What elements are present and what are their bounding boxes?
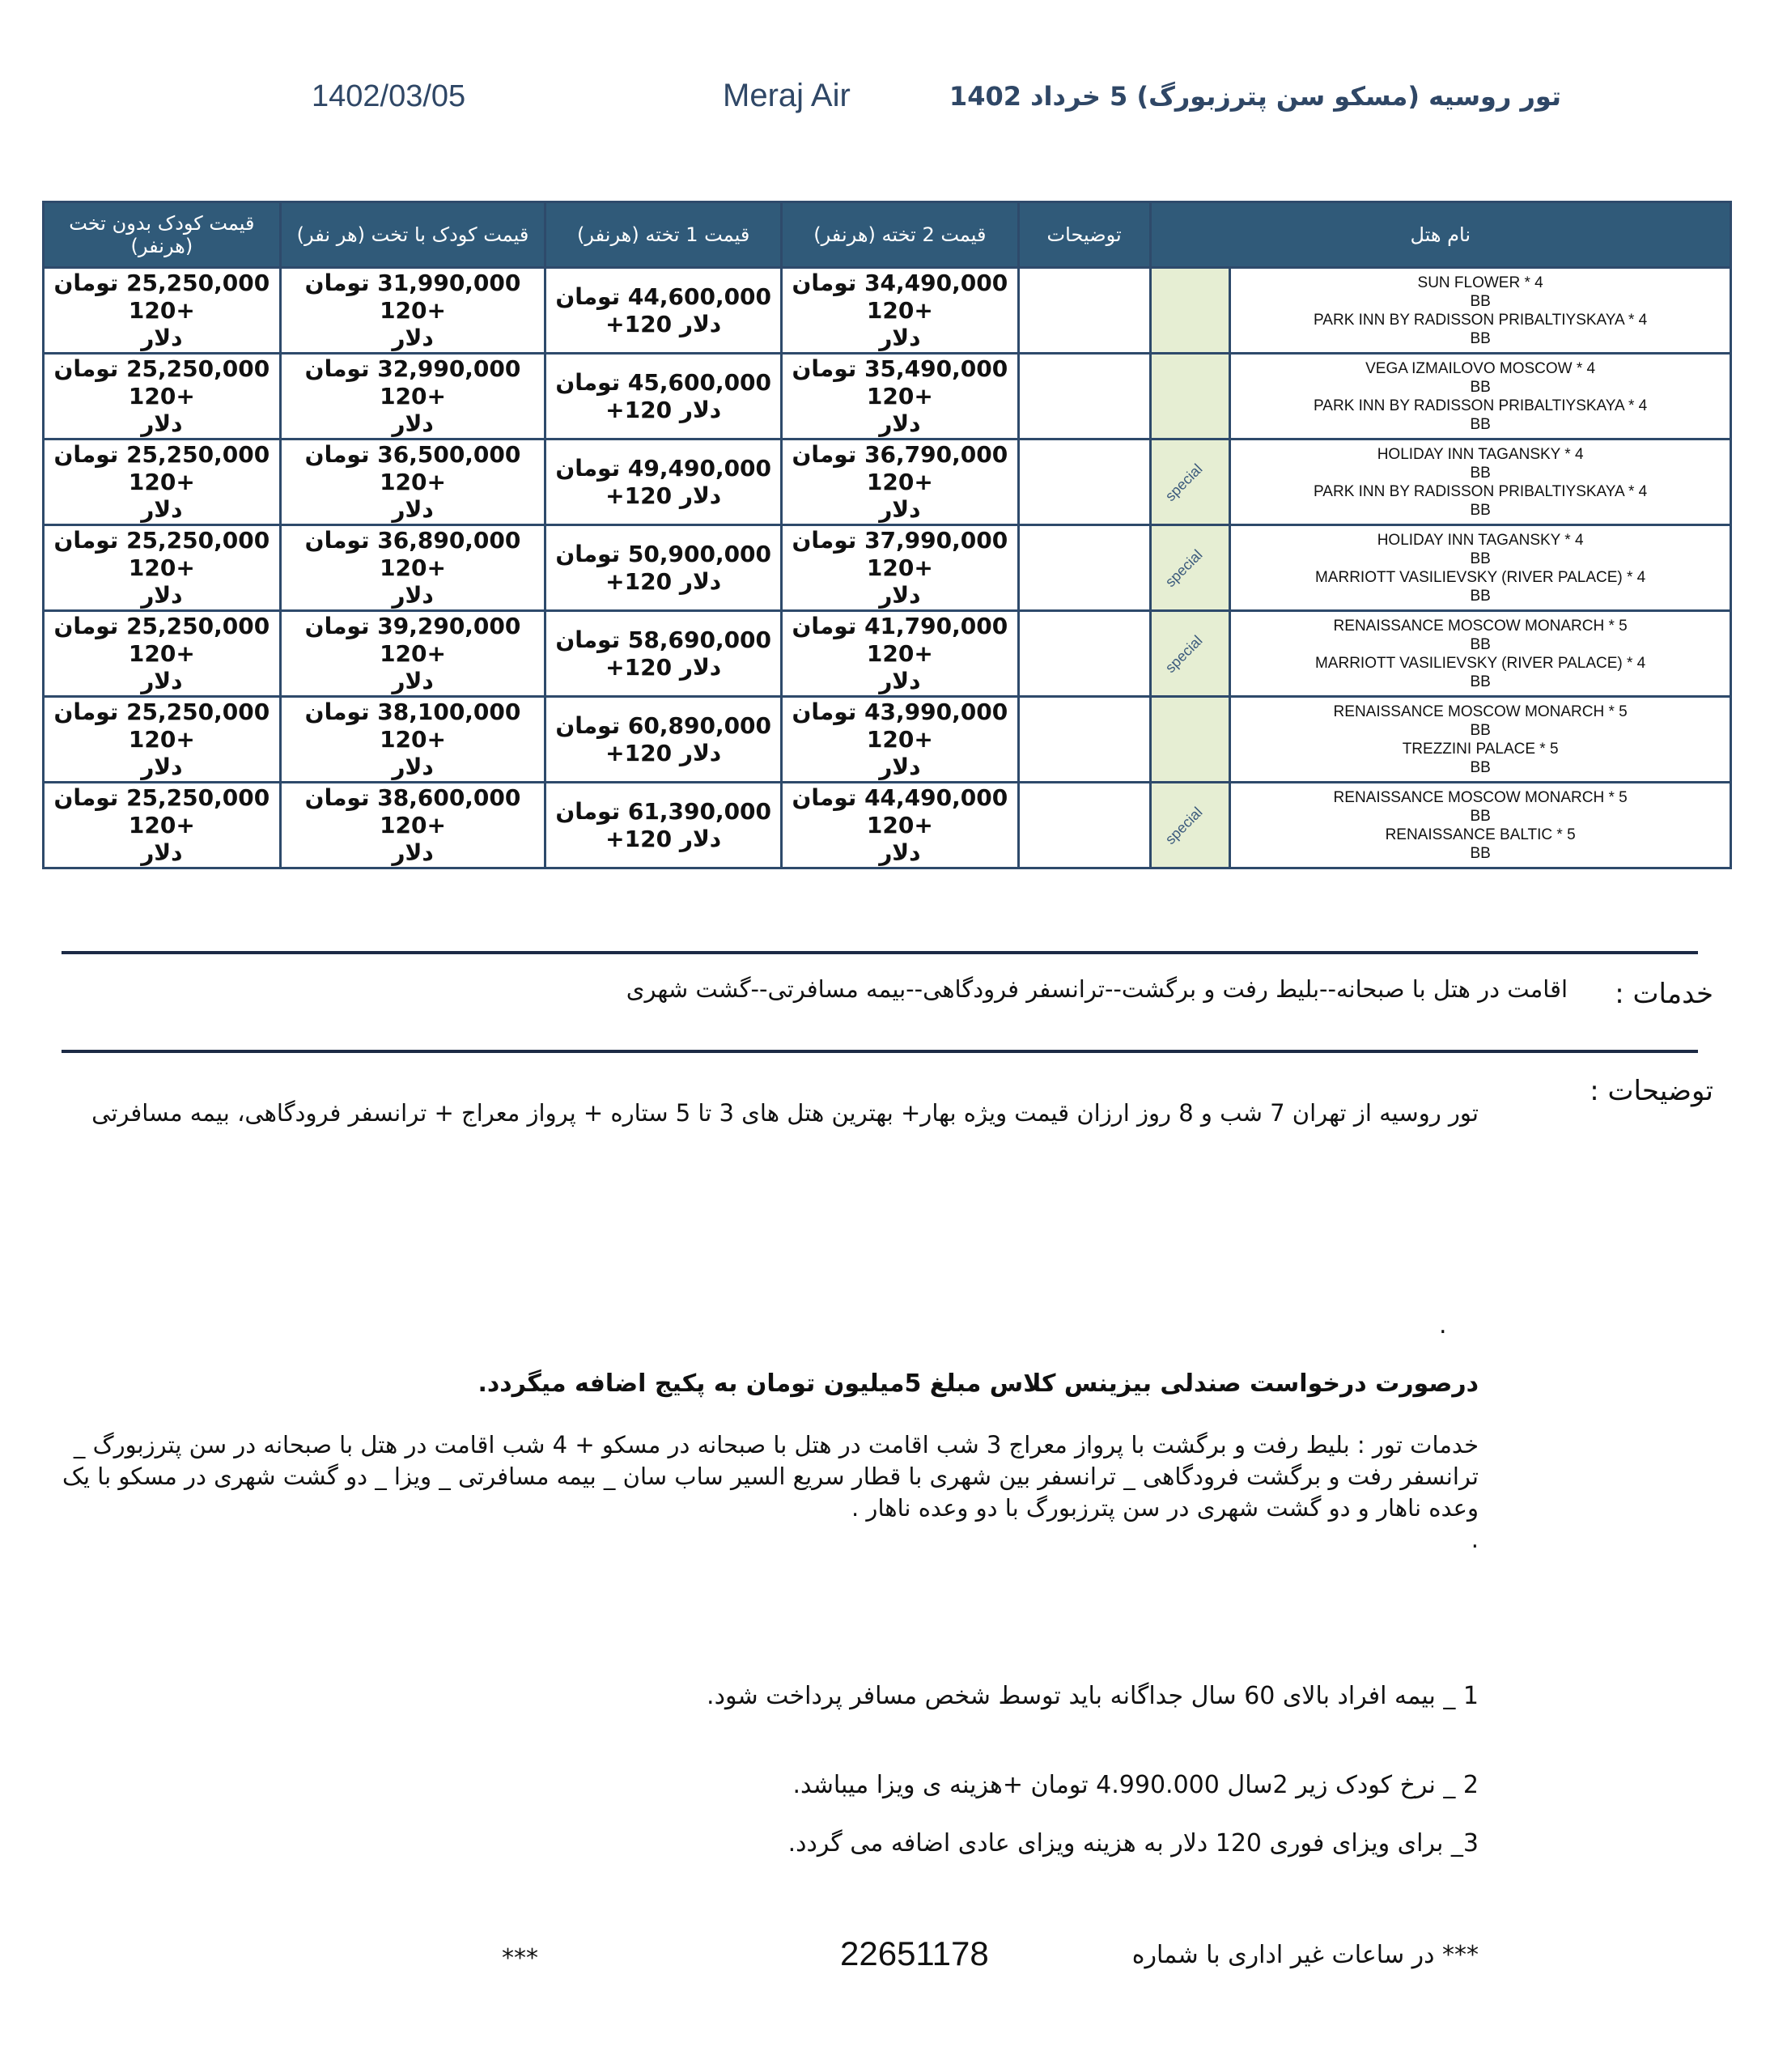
badge-cell (1150, 697, 1230, 783)
badge-cell (1150, 783, 1230, 868)
divider-bottom (62, 1050, 1698, 1053)
hotel-name-cell (1230, 268, 1731, 354)
child-nobed-price-cell: 25,250,000 تومان +120 دلار (44, 525, 281, 611)
board-basis: BB (1470, 329, 1491, 347)
badge-cell (1150, 525, 1230, 611)
header-hotel-name: نام هتل (1150, 202, 1730, 268)
description-cell (1018, 439, 1150, 525)
child-nobed-price-cell: 25,250,000 تومان +120 دلار (44, 611, 281, 697)
single-price-cell: 49,490,000 تومان دلار 120+ (545, 439, 782, 525)
hotel-name-cell (1230, 783, 1731, 868)
table-row (44, 439, 1731, 525)
board-basis: BB (1470, 378, 1491, 396)
hotel-moscow: RENAISSANCE MOSCOW MONARCH * 5 (1333, 703, 1628, 720)
badge-cell (1150, 354, 1230, 439)
board-basis: BB (1470, 807, 1491, 825)
hotel-moscow: HOLIDAY INN TAGANSKY * 4 (1377, 445, 1584, 463)
double-price-cell: 41,790,000 تومان +120 دلار (782, 611, 1019, 697)
single-price-cell: 61,390,000 تومان دلار 120+ (545, 783, 782, 868)
child-nobed-price-cell: 25,250,000 تومان +120 دلار (44, 697, 281, 783)
tour-date: 1402/03/05 (312, 79, 466, 113)
child-bed-price-cell: 32,990,000 تومان +120 دلار (280, 354, 545, 439)
child-nobed-price-cell: 25,250,000 تومان +120 دلار (44, 268, 281, 354)
page-title: تور روسیه (مسکو سن پترزبورگ) 5 خرداد 1402 (949, 81, 1561, 112)
footer-text: *** در ساعات غیر اداری با شماره (1131, 1941, 1479, 1969)
board-basis: BB (1470, 415, 1491, 433)
special-badge: special (1161, 461, 1206, 505)
board-basis: BB (1470, 464, 1491, 482)
hotel-moscow: VEGA IZMAILOVO MOSCOW * 4 (1365, 359, 1596, 377)
board-basis: BB (1470, 550, 1491, 567)
services-label: خدمات : (1615, 978, 1713, 1010)
table-row (44, 783, 1731, 868)
description-cell (1018, 697, 1150, 783)
child-nobed-price-cell: 25,250,000 تومان +120 دلار (44, 439, 281, 525)
tour-services-text: خدمات تور : بلیط رفت و برگشت با پرواز معراج 3 شب اقامت در هتل با صبحانه در مسکو + 4 شب اقامت در هتل با صبحانه در سن پترزبورگ _ ترانسفر رفت و برگشت فرودگاهی _ ترانسفر بین شهری با قطار سریع السیر ساب سان _ بیمه مسافرتی _ ویزا _ دو گشت شهری در مسکو با یک وعده ناهار و دو گشت شهری در سن پترزبورگ با دو وعده ناهار . . (62, 1431, 1479, 1553)
footer-stars: *** (502, 1944, 538, 1972)
hotel-moscow: RENAISSANCE MOSCOW MONARCH * 5 (1333, 788, 1628, 806)
phone-number[interactable]: 22651178 (840, 1934, 989, 1972)
description-cell (1018, 525, 1150, 611)
header-description: توضیحات (1018, 202, 1150, 268)
board-basis: BB (1470, 721, 1491, 739)
description-cell (1018, 268, 1150, 354)
double-price-cell: 37,990,000 تومان +120 دلار (782, 525, 1019, 611)
badge-cell (1150, 439, 1230, 525)
table-row (44, 697, 1731, 783)
board-basis: BB (1470, 501, 1491, 519)
special-badge: special (1161, 546, 1206, 591)
description-cell (1018, 783, 1150, 868)
badge-cell (1150, 268, 1230, 354)
note-3: 3_ برای ویزای فوری 120 دلار به هزینه ویزای عادی اضافه می گردد. (787, 1829, 1479, 1858)
hotel-stpetersburg: MARRIOTT VASILIEVSKY (RIVER PALACE) * 4 (1314, 654, 1646, 672)
board-basis: BB (1470, 292, 1491, 310)
board-basis: BB (1470, 673, 1491, 690)
child-bed-price-cell: 36,500,000 تومان +120 دلار (280, 439, 545, 525)
table-row (44, 268, 1731, 354)
description-text: تور روسیه از تهران 7 شب و 8 روز ارزان قیمت ویژه بهار+ بهترین هتل های 3 تا 5 ستاره + پرواز معراج + ترانسفر فرودگاهی، بیمه مسافرتی (91, 1099, 1479, 1127)
hotel-moscow: SUN FLOWER * 4 (1417, 274, 1543, 291)
hotel-name-cell (1230, 611, 1731, 697)
hotel-stpetersburg: TREZZINI PALACE * 5 (1402, 740, 1559, 758)
divider-top (62, 951, 1698, 954)
header-child-with-bed: قیمت کودک با تخت (هر نفر) (280, 202, 545, 268)
hotel-stpetersburg: PARK INN BY RADISSON PRIBALTIYSKAYA * 4 (1314, 482, 1648, 500)
single-price-cell: 58,690,000 تومان دلار 120+ (545, 611, 782, 697)
double-price-cell: 36,790,000 تومان +120 دلار (782, 439, 1019, 525)
services-text: اقامت در هتل با صبحانه--بلیط رفت و برگشت--ترانسفر فرودگاهی--بیمه مسافرتی--گشت شهری (626, 975, 1568, 1003)
note-1: 1 _ بیمه افراد بالای 60 سال جداگانه باید توسط شخص مسافر پرداخت شود. (707, 1682, 1479, 1710)
header-double-price: قیمت 2 تخته (هرنفر) (782, 202, 1019, 268)
hotel-stpetersburg: PARK INN BY RADISSON PRIBALTIYSKAYA * 4 (1314, 311, 1648, 329)
table-header-row (44, 202, 1731, 268)
description-dot: . (1439, 1311, 1447, 1340)
special-badge: special (1161, 804, 1206, 848)
single-price-cell: 44,600,000 تومان دلار 120+ (545, 268, 782, 354)
double-price-cell: 35,490,000 تومان +120 دلار (782, 354, 1019, 439)
hotel-name-cell (1230, 697, 1731, 783)
hotel-name-cell (1230, 354, 1731, 439)
double-price-cell: 43,990,000 تومان +120 دلار (782, 697, 1019, 783)
business-class-note: درصورت درخواست صندلی بیزینس کلاس مبلغ 5میلیون تومان به پکیج اضافه میگردد. (478, 1369, 1479, 1398)
description-label: توضیحات : (1590, 1075, 1713, 1107)
child-bed-price-cell: 36,890,000 تومان +120 دلار (280, 525, 545, 611)
table-row (44, 525, 1731, 611)
note-2: 2 _ نرخ کودک زیر 2سال 4.990.000 تومان +هزینه ی ویزا میباشد. (792, 1771, 1479, 1799)
hotel-stpetersburg: RENAISSANCE BALTIC * 5 (1385, 826, 1576, 843)
child-bed-price-cell: 38,600,000 تومان +120 دلار (280, 783, 545, 868)
single-price-cell: 50,900,000 تومان دلار 120+ (545, 525, 782, 611)
description-cell (1018, 354, 1150, 439)
hotel-name-cell (1230, 525, 1731, 611)
board-basis: BB (1470, 758, 1491, 776)
table-row (44, 611, 1731, 697)
hotel-moscow: RENAISSANCE MOSCOW MONARCH * 5 (1333, 617, 1628, 635)
airline-name: Meraj Air (723, 78, 851, 113)
double-price-cell: 44,490,000 تومان +120 دلار (782, 783, 1019, 868)
hotel-moscow: HOLIDAY INN TAGANSKY * 4 (1377, 531, 1584, 549)
board-basis: BB (1470, 635, 1491, 653)
child-nobed-price-cell: 25,250,000 تومان +120 دلار (44, 783, 281, 868)
hotel-stpetersburg: PARK INN BY RADISSON PRIBALTIYSKAYA * 4 (1314, 397, 1648, 414)
board-basis: BB (1470, 844, 1491, 862)
special-badge: special (1161, 632, 1206, 677)
single-price-cell: 45,600,000 تومان دلار 120+ (545, 354, 782, 439)
description-cell (1018, 611, 1150, 697)
single-price-cell: 60,890,000 تومان دلار 120+ (545, 697, 782, 783)
double-price-cell: 34,490,000 تومان +120 دلار (782, 268, 1019, 354)
table-row (44, 354, 1731, 439)
hotel-name-cell (1230, 439, 1731, 525)
child-bed-price-cell: 31,990,000 تومان +120 دلار (280, 268, 545, 354)
header-child-no-bed: قیمت کودک بدون تخت (هرنفر) (44, 202, 281, 268)
price-table (42, 201, 1732, 869)
hotel-stpetersburg: MARRIOTT VASILIEVSKY (RIVER PALACE) * 4 (1314, 568, 1646, 586)
child-bed-price-cell: 38,100,000 تومان +120 دلار (280, 697, 545, 783)
badge-cell (1150, 611, 1230, 697)
header-single-price: قیمت 1 تخته (هرنفر) (545, 202, 782, 268)
child-bed-price-cell: 39,290,000 تومان +120 دلار (280, 611, 545, 697)
child-nobed-price-cell: 25,250,000 تومان +120 دلار (44, 354, 281, 439)
board-basis: BB (1470, 587, 1491, 605)
